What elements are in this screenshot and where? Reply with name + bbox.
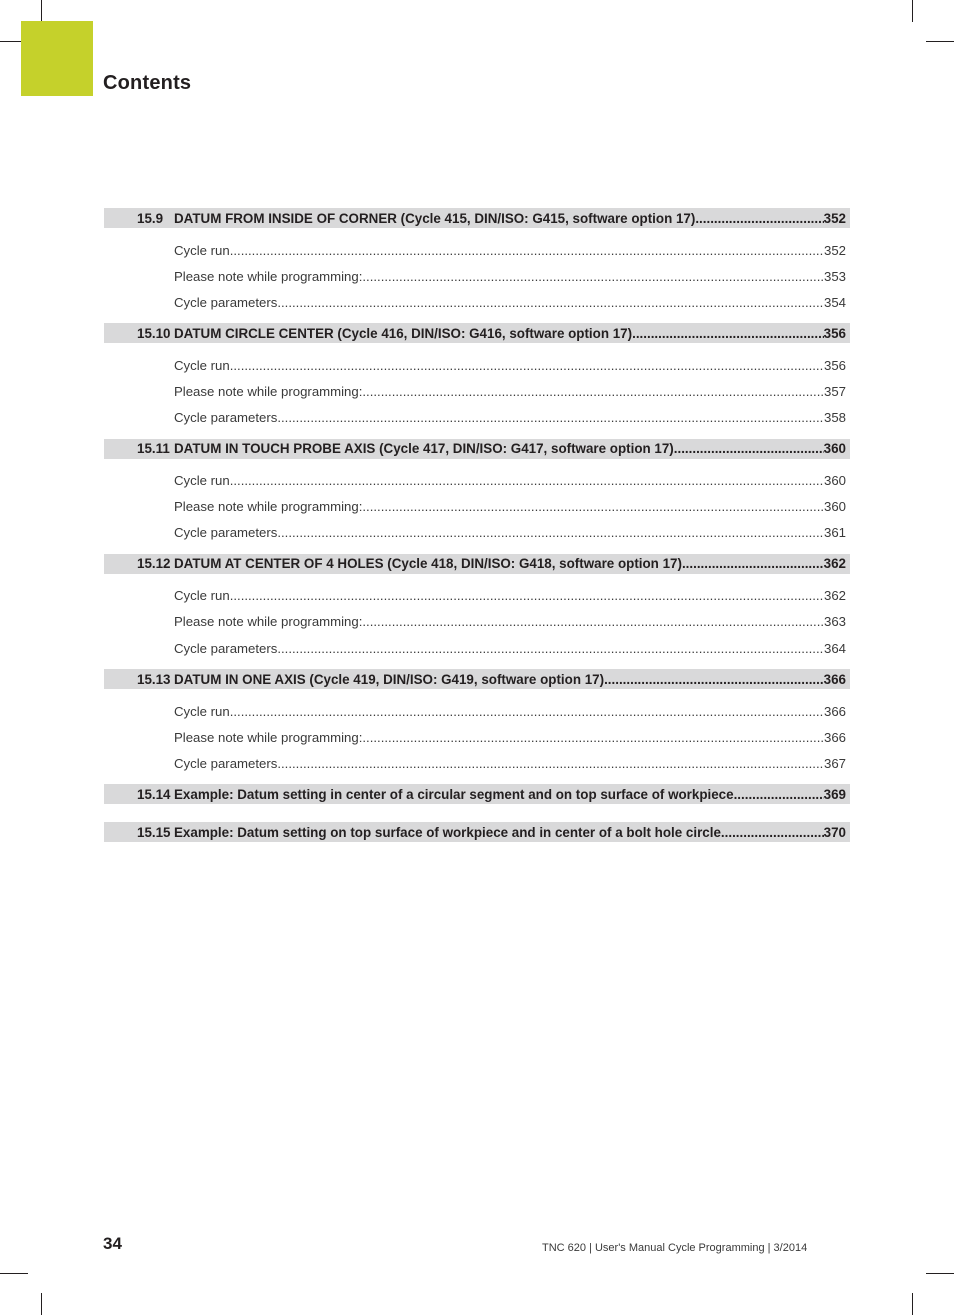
- entry-page: 353: [823, 268, 846, 284]
- toc-subentries: [104, 574, 850, 669]
- toc-section[interactable]: [104, 784, 850, 804]
- leader-dots: [230, 473, 824, 488]
- toc-section[interactable]: [104, 439, 850, 459]
- section-title: Example: Datum setting on top surface of workpiece and in center of a bolt hole circle: [174, 824, 721, 840]
- entry-label: Please note while programming:: [174, 499, 363, 515]
- toc-entry[interactable]: [104, 404, 850, 430]
- leader-dots: [277, 525, 824, 540]
- entry-label: Cycle parameters: [174, 525, 278, 541]
- entry-page: 366: [823, 703, 846, 719]
- crop-mark: [912, 1293, 913, 1315]
- leader-dots: [721, 825, 824, 840]
- entry-label: Cycle run: [174, 588, 230, 604]
- toc-subentries: [104, 228, 850, 323]
- crop-mark: [926, 1273, 954, 1274]
- entry-label: Please note while programming:: [174, 729, 363, 745]
- leader-dots: [362, 499, 824, 514]
- section-title: DATUM AT CENTER OF 4 HOLES (Cycle 418, DIN/ISO: G418, software option 17): [174, 556, 682, 572]
- section-page: 362: [823, 556, 846, 572]
- section-title: DATUM IN TOUCH PROBE AXIS (Cycle 417, DIN/ISO: G417, software option 17): [174, 441, 674, 457]
- toc-section[interactable]: [104, 669, 850, 689]
- toc-entry[interactable]: [104, 468, 850, 494]
- entry-label: Cycle parameters: [174, 294, 278, 310]
- table-of-contents: [104, 208, 850, 842]
- accent-block: [21, 21, 93, 96]
- leader-dots: [362, 269, 824, 284]
- toc-entry[interactable]: [104, 494, 850, 520]
- section-number: 15.14: [137, 786, 171, 802]
- leader-dots: [734, 787, 824, 802]
- leader-dots: [277, 641, 824, 656]
- page-title: Contents: [103, 72, 192, 94]
- toc-section[interactable]: [104, 323, 850, 343]
- entry-page: 366: [823, 729, 846, 745]
- entry-label: Please note while programming:: [174, 614, 363, 630]
- section-number: 15.9: [137, 210, 164, 226]
- section-number: 15.13: [137, 671, 171, 687]
- entry-page: 357: [823, 383, 846, 399]
- footer-text: TNC 620 | User's Manual Cycle Programming | 3/2014: [542, 1242, 808, 1254]
- entry-page: 360: [823, 499, 846, 515]
- toc-entry[interactable]: [104, 263, 850, 289]
- section-title: Example: Datum setting in center of a circular segment and on top surface of workpiece: [174, 786, 734, 802]
- crop-mark: [41, 0, 42, 22]
- entry-label: Cycle run: [174, 357, 230, 373]
- entry-page: 364: [823, 640, 846, 656]
- toc-entry[interactable]: [104, 609, 850, 635]
- leader-dots: [230, 243, 824, 258]
- toc-entry[interactable]: [104, 289, 850, 315]
- entry-label: Cycle run: [174, 703, 230, 719]
- entry-label: Cycle run: [174, 473, 230, 489]
- section-page: 370: [823, 824, 846, 840]
- entry-page: 352: [823, 242, 846, 258]
- entry-label: Please note while programming:: [174, 268, 363, 284]
- section-page: 360: [823, 441, 846, 457]
- entry-label: Cycle run: [174, 242, 230, 258]
- entry-page: 360: [823, 473, 846, 489]
- entry-page: 356: [823, 357, 846, 373]
- entry-label: Cycle parameters: [174, 640, 278, 656]
- toc-subentries: [104, 343, 850, 438]
- leader-dots: [362, 614, 824, 629]
- toc-entry[interactable]: [104, 237, 850, 263]
- leader-dots: [230, 704, 824, 719]
- entry-label: Cycle parameters: [174, 410, 278, 426]
- leader-dots: [230, 358, 824, 373]
- leader-dots: [230, 588, 824, 603]
- crop-mark: [0, 1273, 28, 1274]
- section-page: 356: [823, 325, 846, 341]
- page-number: 34: [103, 1234, 122, 1253]
- leader-dots: [277, 756, 824, 771]
- section-page: 352: [823, 210, 846, 226]
- leader-dots: [604, 672, 824, 687]
- entry-page: 367: [823, 755, 846, 771]
- toc-subentries: [104, 459, 850, 554]
- section-number: 15.15: [137, 824, 171, 840]
- section-page: 366: [823, 671, 846, 687]
- section-number: 15.10: [137, 325, 171, 341]
- entry-page: 363: [823, 614, 846, 630]
- toc-entry[interactable]: [104, 583, 850, 609]
- section-title: DATUM FROM INSIDE OF CORNER (Cycle 415, DIN/ISO: G415, software option 17): [174, 210, 696, 226]
- toc-entry[interactable]: [104, 378, 850, 404]
- entry-page: 358: [823, 410, 846, 426]
- entry-page: 362: [823, 588, 846, 604]
- leader-dots: [682, 556, 824, 571]
- toc-section[interactable]: [104, 822, 850, 842]
- toc-entry[interactable]: [104, 352, 850, 378]
- crop-mark: [41, 1293, 42, 1315]
- crop-mark: [926, 41, 954, 42]
- toc-entry[interactable]: [104, 635, 850, 661]
- toc-entry[interactable]: [104, 724, 850, 750]
- leader-dots: [277, 295, 824, 310]
- toc-entry[interactable]: [104, 698, 850, 724]
- entry-label: Please note while programming:: [174, 383, 363, 399]
- crop-mark: [912, 0, 913, 22]
- entry-page: 361: [823, 525, 846, 541]
- leader-dots: [674, 441, 824, 456]
- leader-dots: [632, 326, 824, 341]
- toc-entry[interactable]: [104, 750, 850, 776]
- section-page: 369: [823, 786, 846, 802]
- entry-label: Cycle parameters: [174, 755, 278, 771]
- leader-dots: [695, 211, 823, 226]
- section-title: DATUM CIRCLE CENTER (Cycle 416, DIN/ISO: G416, software option 17): [174, 325, 633, 341]
- leader-dots: [362, 730, 824, 745]
- toc-subentries: [104, 689, 850, 784]
- section-number: 15.11: [137, 441, 170, 457]
- toc-section[interactable]: [104, 554, 850, 574]
- section-number: 15.12: [137, 556, 171, 572]
- leader-dots: [277, 410, 824, 425]
- entry-page: 354: [823, 294, 846, 310]
- leader-dots: [362, 384, 824, 399]
- toc-section[interactable]: [104, 208, 850, 228]
- toc-entry[interactable]: [104, 520, 850, 546]
- section-title: DATUM IN ONE AXIS (Cycle 419, DIN/ISO: G419, software option 17): [174, 671, 605, 687]
